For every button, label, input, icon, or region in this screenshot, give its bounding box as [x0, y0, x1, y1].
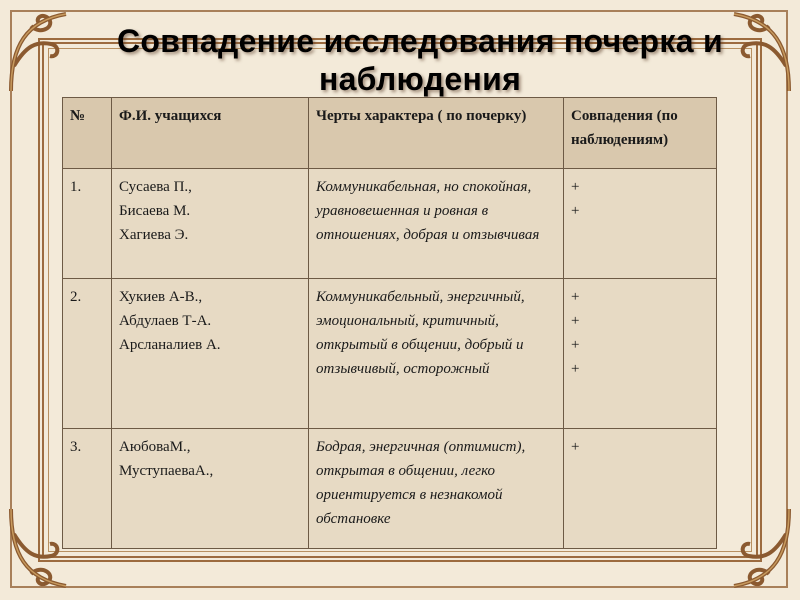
match-mark: + [571, 203, 580, 219]
student-name: Сусаева П., [119, 179, 192, 195]
slide-title-line-2: наблюдения [318, 61, 522, 97]
student-name: Бисаева М. [119, 203, 191, 219]
slide-title [60, 22, 780, 98]
header-student-names: Ф.И. учащихся [112, 98, 309, 169]
match-mark: + [571, 289, 580, 305]
character-traits: Коммуникабельный, энергичный, эмоциональный, критичный, открытый в общении, добрый и отзывчивый, осторожный [309, 279, 564, 429]
table-row [63, 429, 717, 549]
header-character-traits: Черты характера ( по почерку) [309, 98, 564, 169]
student-name: Хукиев А-В., [119, 289, 203, 305]
matches [564, 279, 717, 429]
row-number: 1. [63, 169, 112, 279]
table-row [63, 279, 717, 429]
student-name: МуступаеваА., [119, 463, 214, 479]
student-name: Арсланалиев А. [119, 337, 221, 353]
slide-title-line-1: Совпадение исследования почерка и [117, 23, 723, 59]
student-name: Хагиева Э. [119, 227, 189, 243]
student-name: Абдулаев Т-А. [119, 313, 212, 329]
student-names [112, 169, 309, 279]
row-number: 3. [63, 429, 112, 549]
matches [564, 429, 717, 549]
match-mark: + [571, 313, 580, 329]
header-number: № [63, 98, 112, 169]
row-number: 2. [63, 279, 112, 429]
header-matches: Совпадения (по наблюдениям) [564, 98, 717, 169]
matches [564, 169, 717, 279]
corner-ornament-bottom-right [704, 504, 794, 594]
student-names [112, 429, 309, 549]
student-name: АюбоваМ., [119, 439, 191, 455]
comparison-table [62, 97, 717, 549]
table-header-row [63, 98, 717, 169]
match-mark: + [571, 361, 580, 377]
match-mark: + [571, 337, 580, 353]
table-row [63, 169, 717, 279]
match-mark: + [571, 439, 580, 455]
character-traits: Коммуникабельная, но спокойная, уравновешенная и ровная в отношениях, добрая и отзывчивая [309, 169, 564, 279]
match-mark: + [571, 179, 580, 195]
student-names [112, 279, 309, 429]
character-traits: Бодрая, энергичная (оптимист), открытая в общении, легко ориентируется в незнакомой обстановке [309, 429, 564, 549]
